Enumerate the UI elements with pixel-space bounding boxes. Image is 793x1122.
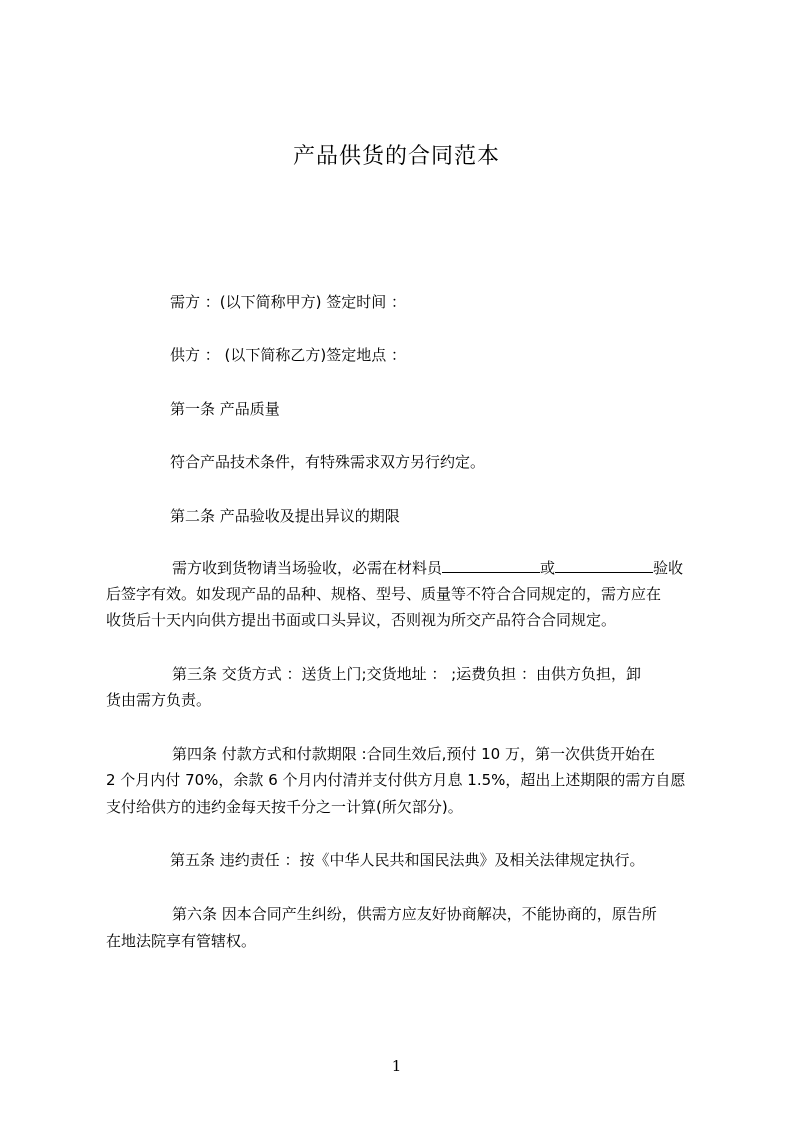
article6-line1: 第六条 因本合同产生纠纷，供需方应友好协商解决，不能协商的，原告所 (172, 905, 657, 923)
article2-heading: 第二条 产品验收及提出异议的期限 (170, 507, 400, 525)
seller-line: 供方 ： (以下简称乙方)签定地点 ： (170, 346, 407, 364)
inspector-blank-2[interactable] (555, 558, 653, 573)
article2-line1 (172, 558, 683, 578)
article4-line2: 2 个月内付 70%，余款 6 个月内付清并支付供方月息 1.5%，超出上述期限的需方自愿 (106, 771, 686, 789)
inspector-blank-1[interactable] (442, 558, 540, 573)
article2-line1-mid: 或 (540, 559, 556, 577)
article3-line2: 货由需方负责。 (106, 691, 212, 709)
article3-line1: 第三条 交货方式 ：送货上门;交货地址 ： ;运费负担 ：由供方负担，卸 (172, 665, 641, 683)
article1-heading: 第一条 产品质量 (170, 400, 280, 418)
article2-line3: 收货后十天内向供方提出书面或口头异议，否则视为所交产品符合合同规定。 (106, 611, 617, 629)
article5-line1: 第五条 违约责任 ：按《中华人民共和国民法典》及相关法律规定执行。 (170, 851, 645, 869)
article2-line1-post: 验收 (653, 559, 684, 577)
article2-line2: 后签字有效。如发现产品的品种、规格、型号、质量等不符合合同规定的，需方应在 (106, 585, 662, 603)
article4-line3: 支付给供方的违约金每天按千分之一计算(所欠部分)。 (106, 798, 463, 816)
document-title: 产品供货的合同范本 (292, 144, 500, 169)
page-number: 1 (391, 1057, 402, 1075)
article4-line1: 第四条 付款方式和付款期限 :合同生效后,预付 10 万，第一次供货开始在 (172, 745, 655, 763)
article1-body: 符合产品技术条件，有特殊需求双方另行约定。 (170, 453, 486, 471)
article2-line1-pre: 需方收到货物请当场验收，必需在材料员 (172, 559, 443, 577)
buyer-line: 需方 ：(以下简称甲方) 签定时间 ： (170, 293, 407, 311)
article6-line2: 在地法院享有管辖权。 (106, 932, 257, 950)
